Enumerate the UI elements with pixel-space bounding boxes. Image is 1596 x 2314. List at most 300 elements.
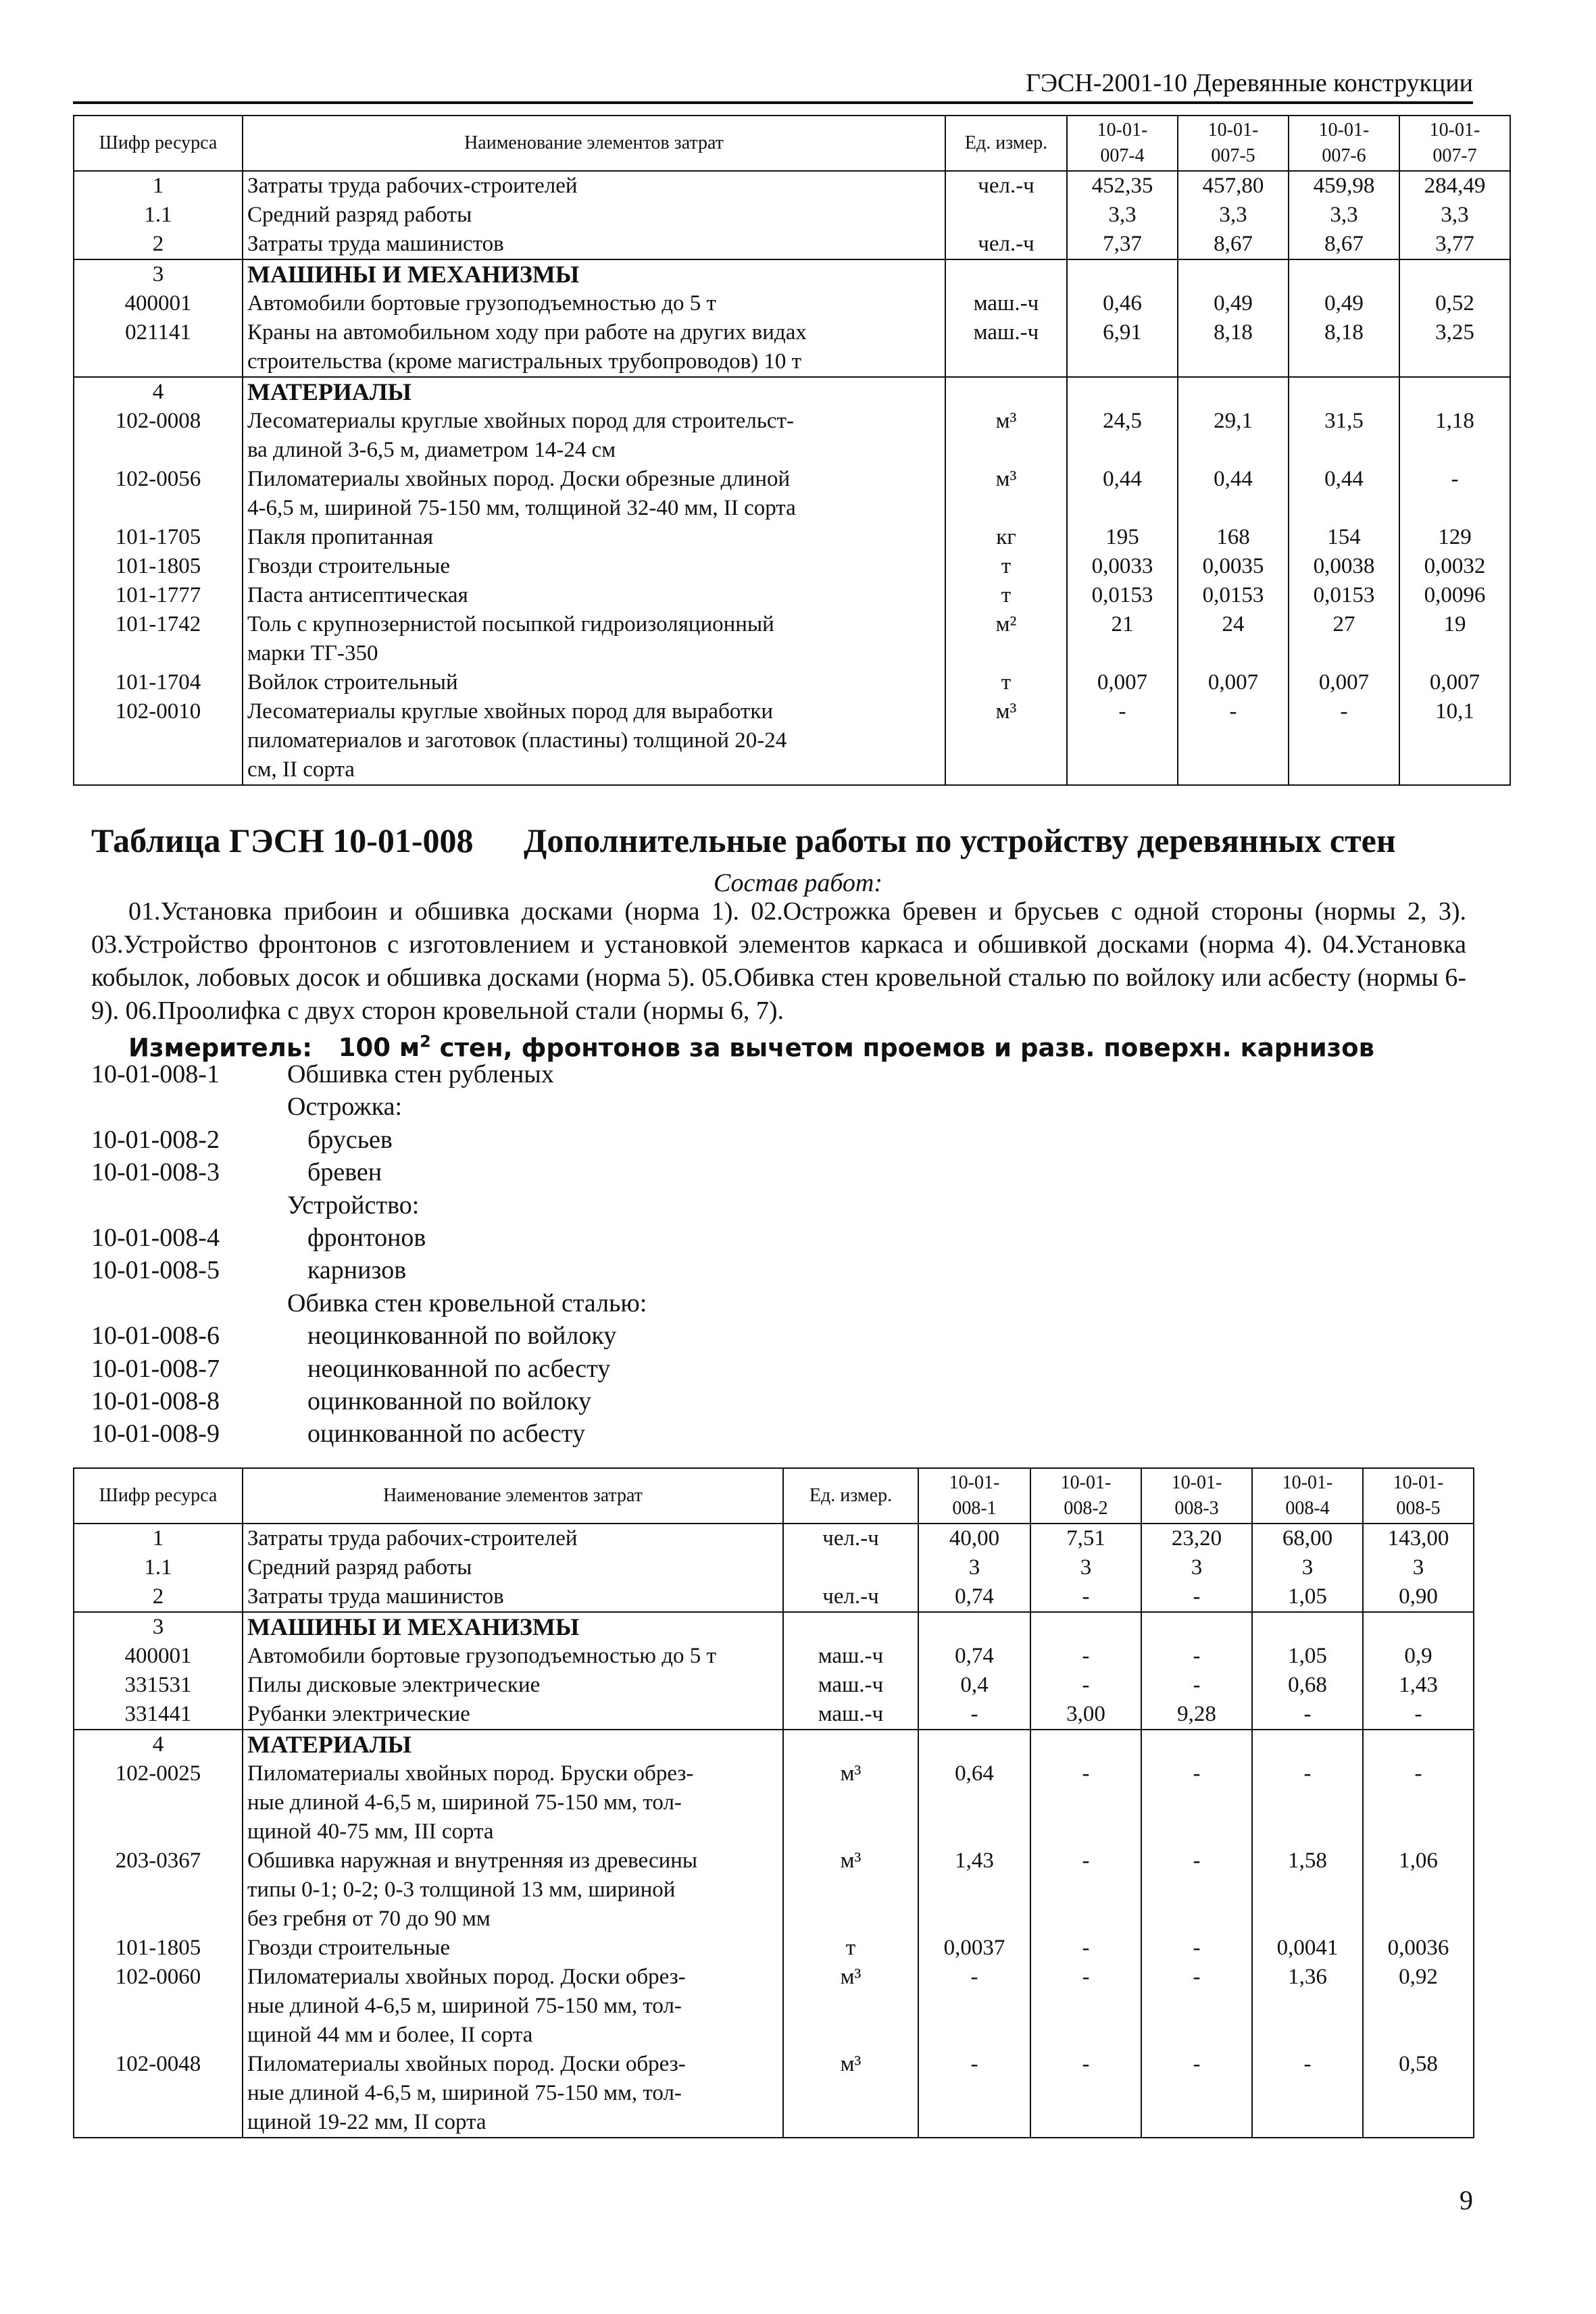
norm-title: неоцинкованной по асбесту (307, 1354, 611, 1383)
cost-item-name: Толь с крупнозернистой посыпкой гидроизоляционный марки ТГ-350 (243, 610, 945, 668)
norm-value: - (1030, 1934, 1141, 1963)
norm-title: Устройство: (287, 1190, 420, 1219)
norm-code: 10-01-008-9 (91, 1419, 220, 1449)
cost-item-name: МАШИНЫ И МЕХАНИЗМЫ (243, 1612, 783, 1642)
norm-value: 0,9 (1363, 1642, 1474, 1671)
norm-value: 7,37 (1067, 230, 1178, 259)
norm-item (91, 1058, 1105, 1090)
unit-of-measure: м³ (783, 1963, 918, 2050)
resource-code: 400001 (74, 1642, 243, 1671)
norm-title: брусьев (307, 1125, 393, 1154)
norm-value: 0,007 (1178, 668, 1289, 697)
norm-value (1030, 1730, 1141, 1759)
table-row (74, 523, 1510, 552)
norm-value: 3 (918, 1553, 1030, 1582)
norm-code: 10-01-008-4 (91, 1223, 220, 1252)
resource-code: 1.1 (74, 1553, 243, 1582)
resource-code: 3 (74, 1612, 243, 1642)
col-header-norm: 10-01- 008-2 (1030, 1468, 1141, 1524)
table-row (74, 552, 1510, 581)
cost-item-name: Войлок строительный (243, 668, 945, 697)
norm-value: - (1141, 1582, 1252, 1612)
norm-value: 0,0153 (1067, 581, 1178, 610)
table-row (74, 465, 1510, 523)
norm-value: 3,25 (1399, 318, 1510, 377)
col-header-norm: 10-01- 008-5 (1363, 1468, 1474, 1524)
table-row (74, 581, 1510, 610)
table-row (74, 1671, 1474, 1700)
norm-value: 0,007 (1289, 668, 1399, 697)
norm-value: 31,5 (1289, 407, 1399, 465)
resource-code: 102-0060 (74, 1963, 243, 2050)
norm-value: - (1141, 2050, 1252, 2138)
work-composition-text: 01.Установка прибоин и обшивка досками (норма 1). 02.Острожка бревен и брусьев с одной стороны (нормы 2, 3). 03.Устройство фронтонов с изготовлением и установкой элементов каркаса и обшивкой досками (норма 4). 04.Установка кобылок, лобовых досок и обшивка досками (норма 5). 05.Обивка стен кровельной сталью по войлоку или асбесту (нормы 6-9). 06.Проолифка с двух сторон кровельной стали (нормы 6, 7). (91, 897, 1466, 1025)
cost-item-name: МАШИНЫ И МЕХАНИЗМЫ (243, 259, 945, 289)
norm-value: 0,64 (918, 1759, 1030, 1846)
unit-of-measure: маш.-ч (945, 289, 1067, 318)
norm-value: 3,3 (1067, 201, 1178, 230)
norm-title: бревен (307, 1158, 382, 1187)
norm-value: 0,68 (1252, 1671, 1363, 1700)
resource-code: 2 (74, 1582, 243, 1612)
table-row (74, 289, 1510, 318)
table-row (74, 1553, 1474, 1582)
norm-value: 0,0033 (1067, 552, 1178, 581)
norm-value: 3 (1363, 1553, 1474, 1582)
cost-item-name: Обшивка наружная и внутренняя из древесины типы 0-1; 0-2; 0-3 толщиной 13 мм, шириной без гребня от 70 до 90 мм (243, 1846, 783, 1934)
norm-value: 0,92 (1363, 1963, 1474, 2050)
running-header: ГЭСН-2001-10 Деревянные конструкции (73, 66, 1473, 104)
resource-code: 101-1805 (74, 1934, 243, 1963)
unit-of-measure (783, 1730, 918, 1759)
norm-value: 0,49 (1289, 289, 1399, 318)
norm-value: - (1363, 1759, 1474, 1846)
norm-value: 143,00 (1363, 1524, 1474, 1553)
cost-item-name: Автомобили бортовые грузоподъемностью до 5 т (243, 289, 945, 318)
cost-item-name: Гвозди строительные (243, 552, 945, 581)
norm-value (1067, 259, 1178, 289)
norm-value: 0,0037 (918, 1934, 1030, 1963)
unit-of-measure: м³ (783, 1846, 918, 1934)
col-header-norm: 10-01- 008-3 (1141, 1468, 1252, 1524)
table-row (74, 1730, 1474, 1759)
norm-value: - (1030, 1582, 1141, 1612)
cost-item-name: Лесоматериалы круглые хвойных пород для строительст- ва длиной 3-6,5 м, диаметром 14-24 см (243, 407, 945, 465)
table-row (74, 1700, 1474, 1730)
resource-code: 102-0010 (74, 697, 243, 785)
unit-of-measure: чел.-ч (945, 230, 1067, 259)
norm-value: 284,49 (1399, 171, 1510, 201)
table-header-row (74, 116, 1510, 171)
unit-of-measure (945, 259, 1067, 289)
norm-value (1399, 377, 1510, 407)
norm-value: 8,67 (1178, 230, 1289, 259)
norm-value: 1,05 (1252, 1582, 1363, 1612)
norm-value: - (1252, 1700, 1363, 1730)
table-row (74, 407, 1510, 465)
table-row (74, 318, 1510, 377)
cost-item-name: Гвозди строительные (243, 1934, 783, 1963)
norm-value: - (1252, 2050, 1363, 2138)
norm-code: 10-01-008-6 (91, 1322, 220, 1351)
unit-of-measure: т (945, 668, 1067, 697)
measure-label: Измеритель: (128, 1033, 313, 1063)
norm-value (1178, 259, 1289, 289)
unit-of-measure: м³ (783, 2050, 918, 2138)
norm-value: 452,35 (1067, 171, 1178, 201)
norm-value: 19 (1399, 610, 1510, 668)
norm-item (91, 1189, 1105, 1222)
resource-code: 2 (74, 230, 243, 259)
unit-of-measure: маш.-ч (783, 1700, 918, 1730)
unit-of-measure: м³ (945, 465, 1067, 523)
norm-title: фронтонов (307, 1223, 426, 1252)
norm-value: 24 (1178, 610, 1289, 668)
norm-value: 23,20 (1141, 1524, 1252, 1553)
norm-item (91, 1124, 1105, 1156)
norm-value: 0,007 (1067, 668, 1178, 697)
norm-value: 168 (1178, 523, 1289, 552)
norm-value (1252, 1730, 1363, 1759)
cost-item-name: Рубанки электрические (243, 1700, 783, 1730)
col-header-unit: Ед. измер. (783, 1468, 918, 1524)
norm-value: 129 (1399, 523, 1510, 552)
col-header-code: Шифр ресурса (74, 1468, 243, 1524)
resource-table-008 (73, 1467, 1474, 2138)
norm-title: карнизов (307, 1256, 407, 1285)
norm-code: 10-01-008-2 (91, 1125, 220, 1154)
norm-value: 459,98 (1289, 171, 1399, 201)
norm-value: - (918, 1963, 1030, 2050)
unit-of-measure: кг (945, 523, 1067, 552)
table-row (74, 2050, 1474, 2138)
page-number: 9 (1460, 2185, 1473, 2215)
norm-value: - (1141, 1963, 1252, 2050)
norm-value: - (1030, 2050, 1141, 2138)
resource-code: 102-0056 (74, 465, 243, 523)
norm-value: 3 (1252, 1553, 1363, 1582)
norm-value: 1,36 (1252, 1963, 1363, 2050)
norm-value: - (1289, 697, 1399, 785)
norm-value: 0,58 (1363, 2050, 1474, 2138)
cost-item-name: Затраты труда рабочих-строителей (243, 171, 945, 201)
cost-item-name: Лесоматериалы круглые хвойных пород для выработки пиломатериалов и заготовок (пластины) толщиной 20-24 см, II сорта (243, 697, 945, 785)
norm-value: 3 (1141, 1553, 1252, 1582)
norm-value (1141, 1730, 1252, 1759)
table-header-row (74, 1468, 1474, 1524)
norm-value: 68,00 (1252, 1524, 1363, 1553)
table-number: Таблица ГЭСН 10-01-008 (91, 822, 474, 859)
norm-value: - (1399, 465, 1510, 523)
resource-code: 101-1805 (74, 552, 243, 581)
norm-value: 457,80 (1178, 171, 1289, 201)
norm-value: 0,0038 (1289, 552, 1399, 581)
table-row (74, 1524, 1474, 1553)
table-row (74, 1759, 1474, 1846)
unit-of-measure: т (945, 552, 1067, 581)
cost-item-name: МАТЕРИАЛЫ (243, 1730, 783, 1759)
unit-of-measure: маш.-ч (783, 1642, 918, 1671)
table-row (74, 668, 1510, 697)
table-title (91, 819, 1476, 862)
norm-value: 154 (1289, 523, 1399, 552)
norm-value: 29,1 (1178, 407, 1289, 465)
table-row (74, 1642, 1474, 1671)
col-header-norm: 10-01- 008-1 (918, 1468, 1030, 1524)
norm-value: - (1030, 1846, 1141, 1934)
col-header-norm: 10-01- 007-4 (1067, 116, 1178, 171)
col-header-norm: 10-01- 008-4 (1252, 1468, 1363, 1524)
unit-of-measure (945, 201, 1067, 230)
norm-value: - (918, 1700, 1030, 1730)
unit-of-measure: т (945, 581, 1067, 610)
norm-value: - (1141, 1934, 1252, 1963)
norm-item (91, 1287, 1105, 1319)
norm-value: - (918, 2050, 1030, 2138)
norm-value: - (1067, 697, 1178, 785)
cost-item-name: МАТЕРИАЛЫ (243, 377, 945, 407)
unit-of-measure (783, 1612, 918, 1642)
norm-value: - (1030, 1642, 1141, 1671)
norm-value: 0,0153 (1289, 581, 1399, 610)
norm-value: 9,28 (1141, 1700, 1252, 1730)
col-header-name: Наименование элементов затрат (243, 116, 945, 171)
norm-value: - (1141, 1759, 1252, 1846)
norm-value: 24,5 (1067, 407, 1178, 465)
norm-value: 0,44 (1178, 465, 1289, 523)
norm-value (918, 1612, 1030, 1642)
cost-item-name: Затраты труда рабочих-строителей (243, 1524, 783, 1553)
unit-of-measure: чел.-ч (783, 1524, 918, 1553)
unit-of-measure: м³ (783, 1759, 918, 1846)
norm-title: оцинкованной по асбесту (307, 1419, 586, 1449)
norm-value: 0,74 (918, 1642, 1030, 1671)
norm-title: неоцинкованной по войлоку (307, 1322, 617, 1351)
norm-item (91, 1254, 1105, 1286)
resource-table-007 (73, 115, 1511, 786)
resource-code: 331441 (74, 1700, 243, 1730)
norm-value: 0,0153 (1178, 581, 1289, 610)
norm-value: 0,0041 (1252, 1934, 1363, 1963)
norm-value (1289, 377, 1399, 407)
resource-code: 102-0025 (74, 1759, 243, 1846)
norm-value (1178, 377, 1289, 407)
norm-value (1363, 1612, 1474, 1642)
resource-code: 101-1704 (74, 668, 243, 697)
resource-code: 101-1742 (74, 610, 243, 668)
col-header-norm: 10-01- 007-5 (1178, 116, 1289, 171)
table-row (74, 1612, 1474, 1642)
norm-value: - (1141, 1642, 1252, 1671)
norm-value: 40,00 (918, 1524, 1030, 1553)
norm-value: 1,18 (1399, 407, 1510, 465)
table-row (74, 171, 1510, 201)
norm-value: 8,67 (1289, 230, 1399, 259)
cost-item-name: Средний разряд работы (243, 201, 945, 230)
norm-value: - (1178, 697, 1289, 785)
resource-code: 021141 (74, 318, 243, 377)
norm-value: 0,52 (1399, 289, 1510, 318)
table-caption: Дополнительные работы по устройству деревянных стен (524, 822, 1396, 859)
norm-value: 1,06 (1363, 1846, 1474, 1934)
norm-value: 8,18 (1289, 318, 1399, 377)
table-row (74, 377, 1510, 407)
unit-of-measure: м³ (945, 407, 1067, 465)
norm-code: 10-01-008-8 (91, 1386, 220, 1415)
norm-value: 0,0096 (1399, 581, 1510, 610)
norm-value: 1,05 (1252, 1642, 1363, 1671)
cost-item-name: Автомобили бортовые грузоподъемностью до 5 т (243, 1642, 783, 1671)
norm-title: Острожка: (287, 1092, 402, 1122)
resource-code: 1 (74, 1524, 243, 1553)
norm-value: 7,51 (1030, 1524, 1141, 1553)
norm-value: 3,3 (1399, 201, 1510, 230)
norm-value: 6,91 (1067, 318, 1178, 377)
unit-of-measure (783, 1553, 918, 1582)
unit-of-measure: чел.-ч (945, 171, 1067, 201)
norm-value: 0,46 (1067, 289, 1178, 318)
norm-list (91, 1058, 1105, 1451)
norm-value: 8,18 (1178, 318, 1289, 377)
cost-item-name: Краны на автомобильном ходу при работе на других видах строительства (кроме магистральных трубопроводов) 10 т (243, 318, 945, 377)
norm-value: 0,49 (1178, 289, 1289, 318)
norm-value: 0,007 (1399, 668, 1510, 697)
unit-of-measure: маш.-ч (945, 318, 1067, 377)
norm-title: Обивка стен кровельной сталью: (287, 1288, 647, 1317)
unit-of-measure: м³ (945, 697, 1067, 785)
col-header-unit: Ед. измер. (945, 116, 1067, 171)
resource-code: 1.1 (74, 201, 243, 230)
unit-of-measure: м² (945, 610, 1067, 668)
norm-item (91, 1353, 1105, 1385)
work-composition-label: Состав работ: (713, 869, 883, 897)
norm-item (91, 1319, 1105, 1352)
norm-value: - (1141, 1846, 1252, 1934)
cost-item-name: Средний разряд работы (243, 1553, 783, 1582)
cost-item-name: Пиломатериалы хвойных пород. Доски обрез- ные длиной 4-6,5 м, шириной 75-150 мм, тол- щиной 44 мм и более, II сорта (243, 1963, 783, 2050)
norm-value (918, 1730, 1030, 1759)
table-row (74, 259, 1510, 289)
unit-of-measure: т (783, 1934, 918, 1963)
norm-value (1141, 1612, 1252, 1642)
norm-value: 0,4 (918, 1671, 1030, 1700)
norm-code: 10-01-008-5 (91, 1256, 220, 1285)
norm-value: - (1030, 1963, 1141, 2050)
norm-value: 0,44 (1289, 465, 1399, 523)
norm-item (91, 1222, 1105, 1254)
norm-value: 3 (1030, 1553, 1141, 1582)
table-row (74, 697, 1510, 785)
norm-value: 1,43 (918, 1846, 1030, 1934)
resource-code: 4 (74, 377, 243, 407)
cost-item-name: Пиломатериалы хвойных пород. Доски обрез- ные длиной 4-6,5 м, шириной 75-150 мм, тол- щиной 19-22 мм, II сорта (243, 2050, 783, 2138)
unit-of-measure: чел.-ч (783, 1582, 918, 1612)
norm-title: Обшивка стен рубленых (287, 1060, 554, 1088)
cost-item-name: Пилы дисковые электрические (243, 1671, 783, 1700)
resource-code: 203-0367 (74, 1846, 243, 1934)
col-header-norm: 10-01- 007-7 (1399, 116, 1510, 171)
norm-code: 10-01-008-7 (91, 1354, 220, 1383)
table-row (74, 230, 1510, 259)
table-row (74, 201, 1510, 230)
norm-value (1030, 1612, 1141, 1642)
table-row (74, 610, 1510, 668)
cost-item-name: Пакля пропитанная (243, 523, 945, 552)
norm-code: 10-01-008-3 (91, 1158, 220, 1187)
norm-value: 3,3 (1178, 201, 1289, 230)
norm-value: - (1363, 1700, 1474, 1730)
norm-value: 0,0036 (1363, 1934, 1474, 1963)
norm-title: оцинкованной по войлоку (307, 1386, 592, 1415)
norm-item (91, 1090, 1105, 1123)
col-header-norm: 10-01- 007-6 (1289, 116, 1399, 171)
cost-item-name: Пиломатериалы хвойных пород. Бруски обрез- ные длиной 4-6,5 м, шириной 75-150 мм, тол- щиной 40-75 мм, III сорта (243, 1759, 783, 1846)
norm-value: - (1141, 1671, 1252, 1700)
norm-value: 0,44 (1067, 465, 1178, 523)
cost-item-name: Пиломатериалы хвойных пород. Доски обрезные длиной 4-6,5 м, шириной 75-150 мм, толщиной 32-40 мм, II сорта (243, 465, 945, 523)
norm-value (1399, 259, 1510, 289)
resource-code: 3 (74, 259, 243, 289)
resource-code: 102-0008 (74, 407, 243, 465)
norm-value: 0,74 (918, 1582, 1030, 1612)
norm-value (1363, 1730, 1474, 1759)
norm-value: 27 (1289, 610, 1399, 668)
norm-value: 3,77 (1399, 230, 1510, 259)
norm-value: 10,1 (1399, 697, 1510, 785)
norm-value: 1,43 (1363, 1671, 1474, 1700)
table-row (74, 1963, 1474, 2050)
table-row (74, 1846, 1474, 1934)
norm-value: 0,0032 (1399, 552, 1510, 581)
norm-value: 0,0035 (1178, 552, 1289, 581)
table-row (74, 1582, 1474, 1612)
norm-value: - (1030, 1671, 1141, 1700)
norm-value (1289, 259, 1399, 289)
norm-value: 1,58 (1252, 1846, 1363, 1934)
col-header-name: Наименование элементов затрат (243, 1468, 783, 1524)
norm-value: 3,00 (1030, 1700, 1141, 1730)
table-row (74, 1934, 1474, 1963)
cost-item-name: Паста антисептическая (243, 581, 945, 610)
resource-code: 101-1777 (74, 581, 243, 610)
norm-value: 0,90 (1363, 1582, 1474, 1612)
norm-value (1067, 377, 1178, 407)
norm-item (91, 1385, 1105, 1417)
norm-value (1252, 1612, 1363, 1642)
resource-code: 4 (74, 1730, 243, 1759)
measure-description: стен, фронтонов за вычетом проемов и разв. поверхн. карнизов (430, 1033, 1375, 1063)
col-header-code: Шифр ресурса (74, 116, 243, 171)
resource-code: 1 (74, 171, 243, 201)
resource-code: 102-0048 (74, 2050, 243, 2138)
cost-item-name: Затраты труда машинистов (243, 230, 945, 259)
norm-value: - (1252, 1759, 1363, 1846)
resource-code: 400001 (74, 289, 243, 318)
unit-of-measure (945, 377, 1067, 407)
unit-of-measure: маш.-ч (783, 1671, 918, 1700)
norm-item (91, 1417, 1105, 1450)
norm-value: 21 (1067, 610, 1178, 668)
norm-value: 195 (1067, 523, 1178, 552)
resource-code: 331531 (74, 1671, 243, 1700)
norm-code: 10-01-008-1 (91, 1060, 220, 1088)
measure-unit: 100 $м^2$ (338, 1032, 431, 1063)
resource-code: 101-1705 (74, 523, 243, 552)
norm-value: 3,3 (1289, 201, 1399, 230)
norm-item (91, 1156, 1105, 1188)
norm-value: - (1030, 1759, 1141, 1846)
cost-item-name: Затраты труда машинистов (243, 1582, 783, 1612)
